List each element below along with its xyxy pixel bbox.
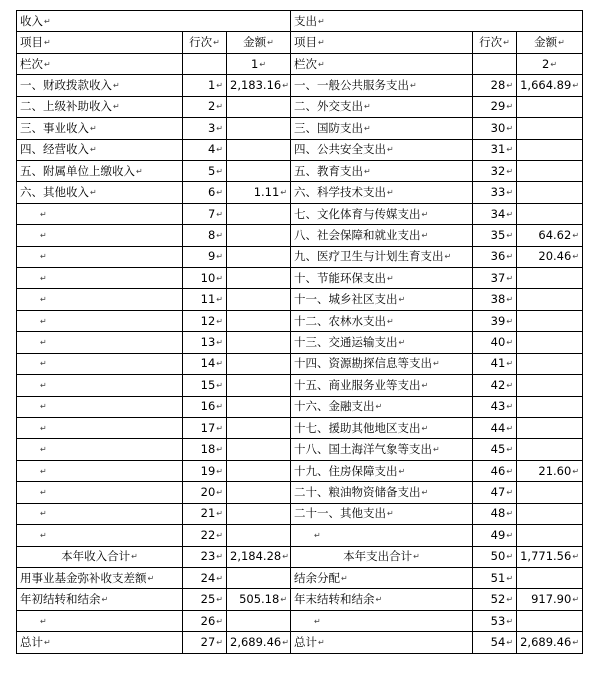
expense-amount-cell xyxy=(517,289,583,310)
grand-total-row xyxy=(17,632,583,654)
surplus-dist-line: 51↵ xyxy=(473,567,517,588)
grand-expense-label: 总计↵ xyxy=(291,632,473,654)
income-line-cell: 20↵ xyxy=(183,482,227,503)
expense-amount-cell: 21.60↵ xyxy=(517,460,583,481)
income-amount-cell xyxy=(227,203,291,224)
income-item-cell: 三、事业收入↵ xyxy=(17,118,183,139)
income-item-cell: ↵ xyxy=(17,503,183,524)
expense-line-cell: 48↵ xyxy=(473,503,517,524)
expense-line-cell: 44↵ xyxy=(473,418,517,439)
expense-amount-cell xyxy=(517,310,583,331)
income-item-cell: ↵ xyxy=(17,375,183,396)
expense-item-cell: 十三、交通运输支出↵ xyxy=(291,332,473,353)
income-amount-cell xyxy=(227,246,291,267)
fund-fill-label: 用事业基金弥补收支差额↵ xyxy=(17,567,183,588)
income-amount-cell xyxy=(227,160,291,181)
expense-column-label: 栏次↵ xyxy=(291,53,473,74)
income-amount-cell xyxy=(227,268,291,289)
begin-carry-label: 年初结转和结余↵ xyxy=(17,589,183,610)
table-row xyxy=(17,310,583,331)
expense-line-cell: 42↵ xyxy=(473,375,517,396)
blank-expense-item: ↵ xyxy=(291,610,473,631)
expense-line-cell: 37↵ xyxy=(473,268,517,289)
income-item-cell: ↵ xyxy=(17,439,183,460)
table-row xyxy=(17,482,583,503)
surplus-dist-label: 结余分配↵ xyxy=(291,567,473,588)
income-line-cell: 11↵ xyxy=(183,289,227,310)
expense-item-cell: 十四、资源勘探信息等支出↵ xyxy=(291,353,473,374)
expense-item-cell: 八、社会保障和就业支出↵ xyxy=(291,225,473,246)
blank-income-amount xyxy=(227,610,291,631)
expense-item-cell: 二十一、其他支出↵ xyxy=(291,503,473,524)
fund-fill-line: 24↵ xyxy=(183,567,227,588)
income-item-cell: ↵ xyxy=(17,289,183,310)
expense-item-cell: ↵ xyxy=(291,525,473,546)
expense-total-amount: 1,771.56↵ xyxy=(517,546,583,567)
income-line-cell: 14↵ xyxy=(183,353,227,374)
expense-amount-cell: 64.62↵ xyxy=(517,225,583,246)
end-carry-amount: 917.90↵ xyxy=(517,589,583,610)
expense-line-cell: 33↵ xyxy=(473,182,517,203)
end-carry-label: 年末结转和结余↵ xyxy=(291,589,473,610)
expense-item-cell: 四、公共安全支出↵ xyxy=(291,139,473,160)
income-item-cell: ↵ xyxy=(17,246,183,267)
expense-amount-cell: 1,664.89↵ xyxy=(517,75,583,96)
income-amount-cell xyxy=(227,225,291,246)
income-item-cell: 一、财政拨款收入↵ xyxy=(17,75,183,96)
income-line-cell: 3↵ xyxy=(183,118,227,139)
income-amount-cell xyxy=(227,353,291,374)
expense-line-cell: 45↵ xyxy=(473,439,517,460)
income-column-line-cell xyxy=(183,53,227,74)
income-line-cell: 9↵ xyxy=(183,246,227,267)
income-item-cell: ↵ xyxy=(17,225,183,246)
table-row xyxy=(17,75,583,96)
expense-amount-cell xyxy=(517,332,583,353)
expense-line-cell: 40↵ xyxy=(473,332,517,353)
income-line-header: 行次↵ xyxy=(183,32,227,53)
expense-amount-cell xyxy=(517,375,583,396)
fund-fill-row xyxy=(17,567,583,588)
expense-item-cell: 十九、住房保障支出↵ xyxy=(291,460,473,481)
expense-line-cell: 31↵ xyxy=(473,139,517,160)
expense-amount-cell xyxy=(517,139,583,160)
expense-total-line: 50↵ xyxy=(473,546,517,567)
income-item-cell: ↵ xyxy=(17,332,183,353)
income-amount-cell xyxy=(227,482,291,503)
table-row xyxy=(17,439,583,460)
income-total-amount: 2,184.28↵ xyxy=(227,546,291,567)
expense-line-cell: 38↵ xyxy=(473,289,517,310)
expense-amount-cell xyxy=(517,203,583,224)
income-amount-header: 金额↵ xyxy=(227,32,291,53)
expense-amount-cell xyxy=(517,525,583,546)
expense-amount-cell xyxy=(517,268,583,289)
expense-line-cell: 41↵ xyxy=(473,353,517,374)
blank-expense-amount xyxy=(517,610,583,631)
expense-item-cell: 三、国防支出↵ xyxy=(291,118,473,139)
fund-fill-amount xyxy=(227,567,291,588)
expense-section-header: 支出↵ xyxy=(291,11,583,32)
grand-expense-amount: 2,689.46↵ xyxy=(517,632,583,654)
expense-amount-cell xyxy=(517,118,583,139)
table-row xyxy=(17,246,583,267)
expense-amount-cell: 20.46↵ xyxy=(517,246,583,267)
table-row xyxy=(17,353,583,374)
expense-amount-cell xyxy=(517,160,583,181)
grand-income-label: 总计↵ xyxy=(17,632,183,654)
expense-total-label: 本年支出合计↵ xyxy=(291,546,473,567)
expense-item-cell: 十六、金融支出↵ xyxy=(291,396,473,417)
income-amount-cell xyxy=(227,418,291,439)
income-item-cell: 二、上级补助收入↵ xyxy=(17,96,183,117)
grand-income-line: 27↵ xyxy=(183,632,227,654)
income-amount-cell xyxy=(227,460,291,481)
begin-carry-amount: 505.18↵ xyxy=(227,589,291,610)
income-line-cell: 1↵ xyxy=(183,75,227,96)
table-row xyxy=(17,289,583,310)
expense-item-cell: 十八、国土海洋气象等支出↵ xyxy=(291,439,473,460)
expense-line-cell: 39↵ xyxy=(473,310,517,331)
expense-item-cell: 二、外交支出↵ xyxy=(291,96,473,117)
table-row xyxy=(17,118,583,139)
expense-item-cell: 十一、城乡社区支出↵ xyxy=(291,289,473,310)
blank-expense-line: 53↵ xyxy=(473,610,517,631)
surplus-dist-amount xyxy=(517,567,583,588)
income-amount-cell xyxy=(227,118,291,139)
income-line-cell: 6↵ xyxy=(183,182,227,203)
income-line-cell: 18↵ xyxy=(183,439,227,460)
expense-amount-cell xyxy=(517,353,583,374)
expense-amount-cell xyxy=(517,96,583,117)
income-expense-statement xyxy=(16,10,582,654)
table-row xyxy=(17,396,583,417)
expense-item-cell: 二十、粮油物资储备支出↵ xyxy=(291,482,473,503)
grand-expense-line: 54↵ xyxy=(473,632,517,654)
income-line-cell: 15↵ xyxy=(183,375,227,396)
income-amount-cell xyxy=(227,375,291,396)
income-item-cell: ↵ xyxy=(17,418,183,439)
expense-line-cell: 43↵ xyxy=(473,396,517,417)
table-row xyxy=(17,418,583,439)
section-header-row xyxy=(17,11,583,32)
table-row xyxy=(17,460,583,481)
grand-income-amount: 2,689.46↵ xyxy=(227,632,291,654)
expense-line-cell: 47↵ xyxy=(473,482,517,503)
income-item-cell: ↵ xyxy=(17,482,183,503)
income-column-number: 1↵ xyxy=(227,53,291,74)
income-amount-cell xyxy=(227,139,291,160)
expense-line-cell: 34↵ xyxy=(473,203,517,224)
income-line-cell: 19↵ xyxy=(183,460,227,481)
table-row xyxy=(17,203,583,224)
income-section-header: 收入↵ xyxy=(17,11,291,32)
expense-amount-cell xyxy=(517,482,583,503)
expense-item-cell: 九、医疗卫生与计划生育支出↵ xyxy=(291,246,473,267)
table-row xyxy=(17,332,583,353)
income-line-cell: 21↵ xyxy=(183,503,227,524)
column-header-row xyxy=(17,32,583,53)
expense-item-cell: 一、一般公共服务支出↵ xyxy=(291,75,473,96)
income-amount-cell xyxy=(227,289,291,310)
income-column-label: 栏次↵ xyxy=(17,53,183,74)
expense-line-cell: 29↵ xyxy=(473,96,517,117)
income-line-cell: 10↵ xyxy=(183,268,227,289)
income-line-cell: 16↵ xyxy=(183,396,227,417)
expense-amount-header: 金额↵ xyxy=(517,32,583,53)
expense-line-cell: 32↵ xyxy=(473,160,517,181)
table-row xyxy=(17,225,583,246)
table-row xyxy=(17,525,583,546)
carryover-row xyxy=(17,589,583,610)
table-row xyxy=(17,182,583,203)
income-item-cell: ↵ xyxy=(17,460,183,481)
income-amount-cell xyxy=(227,96,291,117)
begin-carry-line: 25↵ xyxy=(183,589,227,610)
table-row xyxy=(17,96,583,117)
expense-line-cell: 28↵ xyxy=(473,75,517,96)
expense-amount-cell xyxy=(517,396,583,417)
expense-item-cell: 十、节能环保支出↵ xyxy=(291,268,473,289)
expense-amount-cell xyxy=(517,418,583,439)
blank-income-line: 26↵ xyxy=(183,610,227,631)
table-row xyxy=(17,375,583,396)
income-amount-cell: 1.11↵ xyxy=(227,182,291,203)
income-item-header: 项目↵ xyxy=(17,32,183,53)
expense-column-number: 2↵ xyxy=(517,53,583,74)
income-total-label: 本年收入合计↵ xyxy=(17,546,183,567)
expense-line-cell: 36↵ xyxy=(473,246,517,267)
column-number-row xyxy=(17,53,583,74)
income-item-cell: ↵ xyxy=(17,525,183,546)
income-line-cell: 5↵ xyxy=(183,160,227,181)
expense-item-cell: 六、科学技术支出↵ xyxy=(291,182,473,203)
income-item-cell: ↵ xyxy=(17,396,183,417)
blank-income-item: ↵ xyxy=(17,610,183,631)
income-line-cell: 22↵ xyxy=(183,525,227,546)
income-line-cell: 7↵ xyxy=(183,203,227,224)
income-item-cell: ↵ xyxy=(17,203,183,224)
statement-table xyxy=(16,10,583,654)
income-amount-cell xyxy=(227,525,291,546)
expense-item-cell: 七、文化体育与传媒支出↵ xyxy=(291,203,473,224)
income-total-row xyxy=(17,546,583,567)
income-item-cell: ↵ xyxy=(17,310,183,331)
table-row xyxy=(17,503,583,524)
income-amount-cell xyxy=(227,503,291,524)
income-line-cell: 8↵ xyxy=(183,225,227,246)
income-amount-cell xyxy=(227,332,291,353)
expense-item-cell: 十五、商业服务业等支出↵ xyxy=(291,375,473,396)
income-amount-cell xyxy=(227,439,291,460)
expense-item-cell: 十二、农林水支出↵ xyxy=(291,310,473,331)
end-carry-line: 52↵ xyxy=(473,589,517,610)
expense-line-cell: 49↵ xyxy=(473,525,517,546)
income-line-cell: 4↵ xyxy=(183,139,227,160)
blank-row xyxy=(17,610,583,631)
expense-line-cell: 46↵ xyxy=(473,460,517,481)
income-line-cell: 12↵ xyxy=(183,310,227,331)
income-total-line: 23↵ xyxy=(183,546,227,567)
table-row xyxy=(17,268,583,289)
income-item-cell: 四、经营收入↵ xyxy=(17,139,183,160)
expense-item-cell: 十七、援助其他地区支出↵ xyxy=(291,418,473,439)
table-row xyxy=(17,139,583,160)
expense-amount-cell xyxy=(517,439,583,460)
income-line-cell: 2↵ xyxy=(183,96,227,117)
expense-line-cell: 35↵ xyxy=(473,225,517,246)
table-row xyxy=(17,160,583,181)
income-amount-cell: 2,183.16↵ xyxy=(227,75,291,96)
income-item-cell: 六、其他收入↵ xyxy=(17,182,183,203)
income-amount-cell xyxy=(227,396,291,417)
income-amount-cell xyxy=(227,310,291,331)
expense-amount-cell xyxy=(517,503,583,524)
expense-amount-cell xyxy=(517,182,583,203)
income-item-cell: ↵ xyxy=(17,353,183,374)
income-line-cell: 17↵ xyxy=(183,418,227,439)
income-line-cell: 13↵ xyxy=(183,332,227,353)
expense-item-cell: 五、教育支出↵ xyxy=(291,160,473,181)
expense-column-line-cell xyxy=(473,53,517,74)
income-item-cell: 五、附属单位上缴收入↵ xyxy=(17,160,183,181)
expense-item-header: 项目↵ xyxy=(291,32,473,53)
income-item-cell: ↵ xyxy=(17,268,183,289)
expense-line-cell: 30↵ xyxy=(473,118,517,139)
expense-line-header: 行次↵ xyxy=(473,32,517,53)
